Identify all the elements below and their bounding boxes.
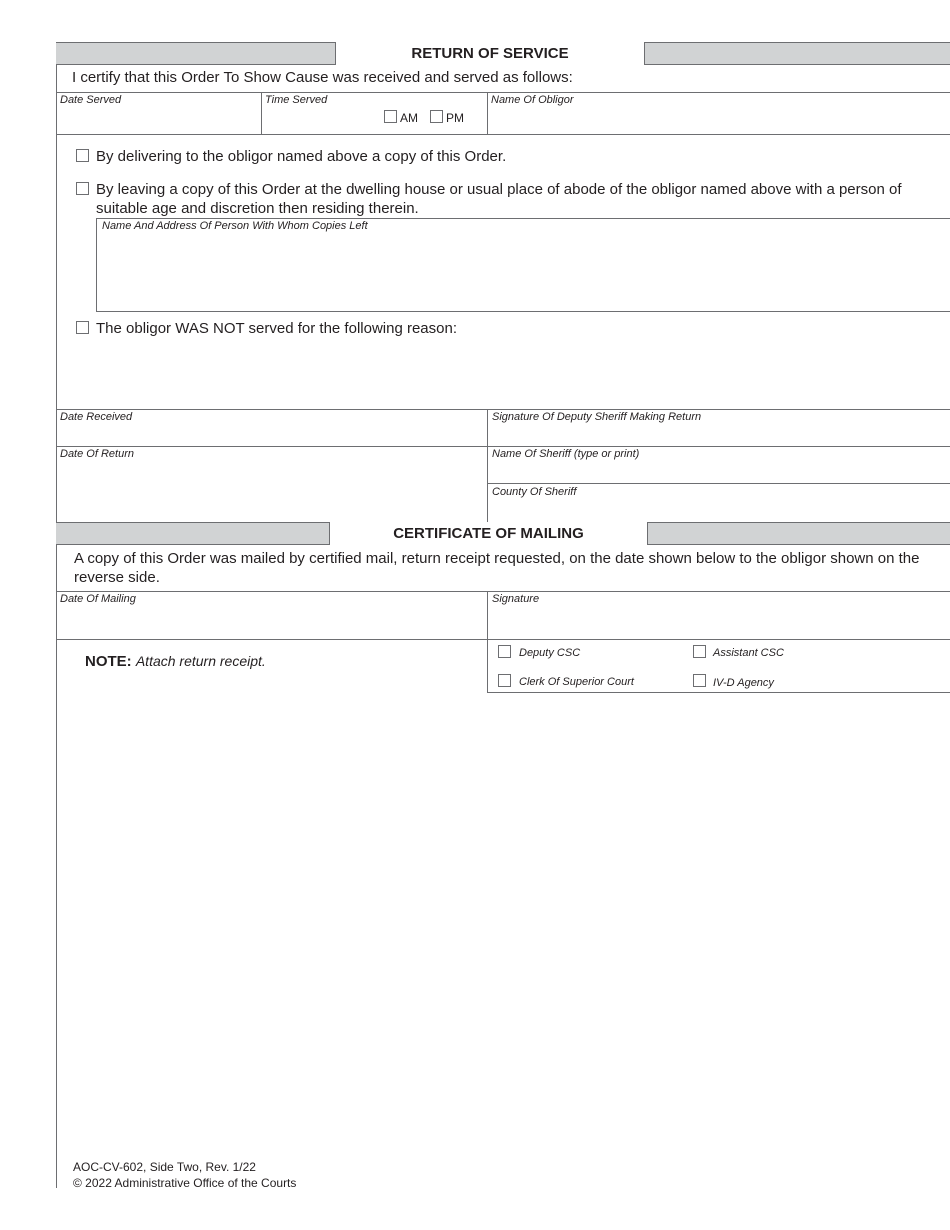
am-checkbox[interactable] [384, 110, 397, 123]
deputy-csc-checkbox[interactable] [498, 645, 511, 658]
divider [487, 591, 488, 693]
divider [56, 409, 950, 410]
deputy-csc-label: Deputy CSC [519, 647, 581, 659]
divider [56, 446, 950, 447]
ivd-agency-label: IV-D Agency [713, 677, 774, 689]
note-text: Attach return receipt. [135, 653, 266, 669]
divider [487, 483, 950, 484]
note-bold: NOTE: [85, 653, 132, 670]
copyright: © 2022 Administrative Office of the Courts [73, 1176, 297, 1190]
left-copy-checkbox[interactable] [76, 182, 89, 195]
assistant-csc-checkbox[interactable] [693, 645, 706, 658]
divider [261, 92, 262, 134]
date-received-label: Date Received [60, 411, 133, 423]
name-of-obligor-label: Name Of Obligor [491, 94, 574, 106]
date-of-mailing-label: Date Of Mailing [60, 593, 136, 605]
form-id: AOC-CV-602, Side Two, Rev. 1/22 [73, 1160, 256, 1174]
not-served-option-text: The obligor WAS NOT served for the following reason: [96, 320, 457, 337]
copies-left-label: Name And Address Of Person With Whom Copies Left [102, 220, 368, 232]
not-served-checkbox[interactable] [76, 321, 89, 334]
divider [56, 92, 950, 93]
note [85, 653, 266, 670]
left-border [56, 42, 57, 1188]
am-label: AM [400, 111, 418, 125]
date-served-label: Date Served [60, 94, 122, 106]
mailing-body-text: A copy of this Order was mailed by certified mail, return receipt requested, on the date shown below to the obligor shown on the reverse side. [74, 550, 920, 586]
pm-checkbox[interactable] [430, 110, 443, 123]
divider [56, 639, 950, 640]
divider [56, 591, 950, 592]
signature-label: Signature [492, 593, 540, 605]
ivd-agency-checkbox[interactable] [693, 674, 706, 687]
divider [487, 92, 488, 134]
assistant-csc-label: Assistant CSC [713, 647, 784, 659]
divider [487, 409, 488, 522]
divider [56, 134, 950, 135]
return-of-service-heading: RETURN OF SERVICE [335, 42, 645, 65]
time-served-label: Time Served [265, 94, 328, 106]
delivered-option-text: By delivering to the obligor named above a copy of this Order. [96, 148, 507, 165]
pm-label: PM [446, 111, 464, 125]
divider [96, 218, 950, 219]
divider [487, 692, 950, 693]
certificate-of-mailing-heading: CERTIFICATE OF MAILING [329, 522, 648, 545]
divider [96, 311, 950, 312]
date-of-return-label: Date Of Return [60, 448, 134, 460]
divider [96, 218, 97, 311]
left-copy-option-text: By leaving a copy of this Order at the dwelling house or usual place of abode of the obligor named above with a person of suitable age and discretion then residing therein. [96, 181, 902, 217]
clerk-label: Clerk Of Superior Court [519, 676, 634, 688]
county-label: County Of Sheriff [492, 486, 577, 498]
certify-text: I certify that this Order To Show Cause was received and served as follows: [72, 69, 573, 86]
sheriff-name-label: Name Of Sheriff (type or print) [492, 448, 640, 460]
clerk-checkbox[interactable] [498, 674, 511, 687]
deputy-signature-label: Signature Of Deputy Sheriff Making Return [492, 411, 702, 423]
delivered-checkbox[interactable] [76, 149, 89, 162]
